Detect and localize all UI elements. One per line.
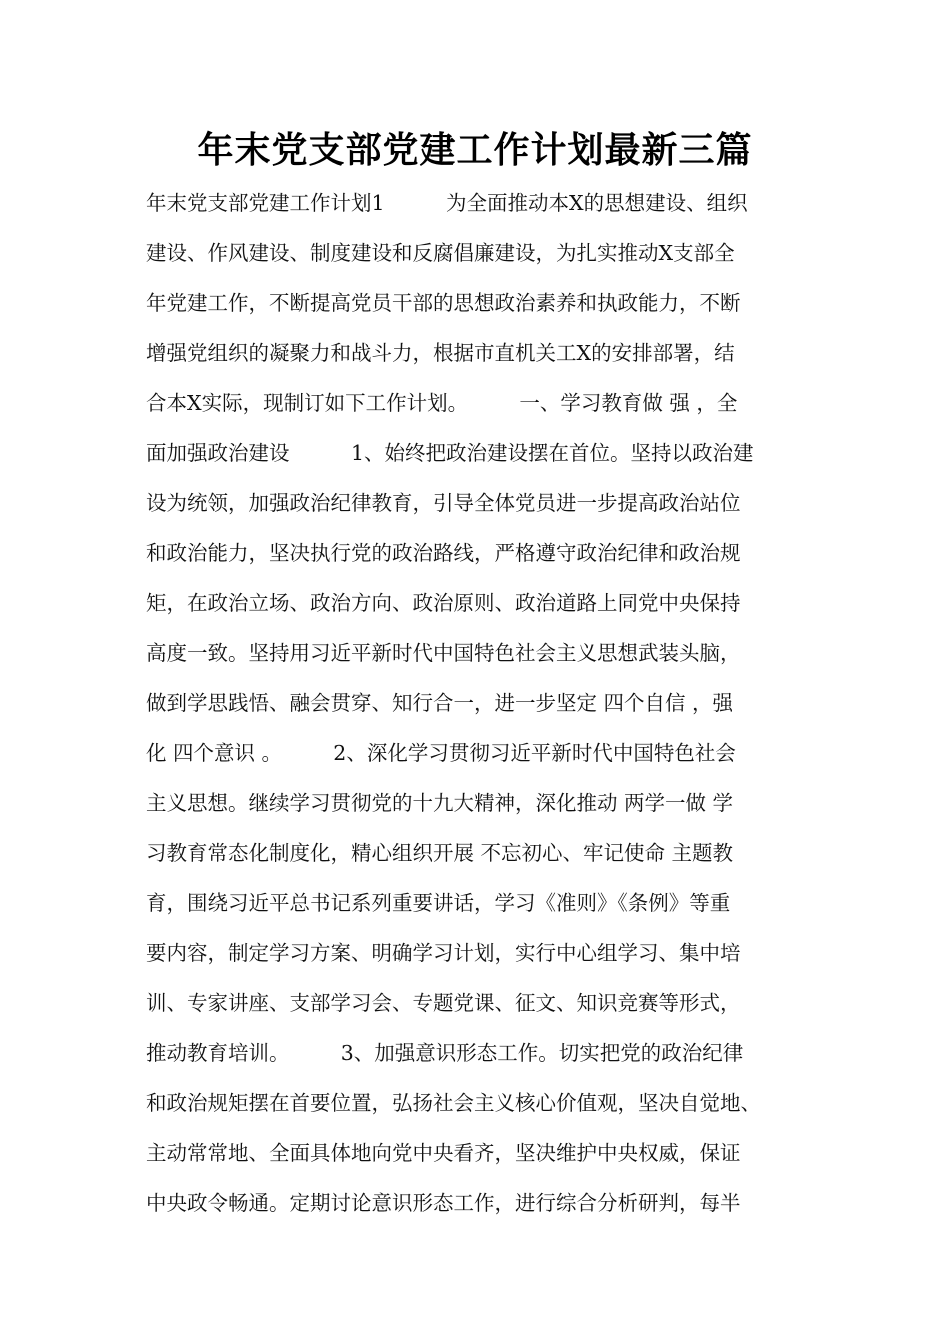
body-line: 矩，在政治立场、政治方向、政治原则、政治道路上同党中央保持 — [146, 591, 741, 615]
document-body — [146, 178, 826, 1228]
body-line: 和政治能力，坚决执行党的政治路线，严格遵守政治纪律和政治规 — [146, 541, 741, 565]
body-line: 中央政令畅通。定期讨论意识形态工作，进行综合分析研判，每半 — [146, 1191, 741, 1215]
body-line: 推动教育培训。 3、加强意识形态工作。切实把党的政治纪律 — [146, 1041, 744, 1065]
body-line: 化 四个意识 。 2、深化学习贯彻习近平新时代中国特色社会 — [146, 741, 736, 765]
body-line: 年党建工作，不断提高党员干部的思想政治素养和执政能力，不断 — [146, 291, 741, 315]
body-line: 习教育常态化制度化，精心组织开展 不忘初心、牢记使命 主题教 — [146, 841, 734, 865]
body-line: 和政治规矩摆在首要位置，弘扬社会主义核心价值观，坚决自觉地、 — [146, 1091, 761, 1115]
body-line: 建设、作风建设、制度建设和反腐倡廉建设，为扎实推动X支部全 — [146, 241, 735, 265]
document-title: 年末党支部党建工作计划最新三篇 — [197, 130, 753, 171]
body-line: 要内容，制定学习方案、明确学习计划，实行中心组学习、集中培 — [146, 941, 741, 965]
body-line: 高度一致。坚持用习近平新时代中国特色社会主义思想武装头脑， — [146, 641, 741, 665]
body-line: 育，围绕习近平总书记系列重要讲话，学习《准则》《条例》等重 — [146, 891, 731, 915]
body-line: 面加强政治建设 1、始终把政治建设摆在首位。坚持以政治建 — [146, 441, 754, 465]
body-line: 做到学思践悟、融会贯穿、知行合一，进一步坚定 四个自信 ，强 — [146, 691, 734, 715]
body-line: 年末党支部党建工作计划1 为全面推动本X的思想建设、组织 — [146, 191, 748, 215]
body-line: 合本X实际，现制订如下工作计划。 一、学习教育做 强 ，全 — [146, 391, 738, 415]
body-line: 增强党组织的凝聚力和战斗力，根据市直机关工X的安排部署，结 — [146, 341, 735, 365]
body-line: 训、专家讲座、支部学习会、专题党课、征文、知识竞赛等形式， — [146, 991, 741, 1015]
body-line: 主动常常地、全面具体地向党中央看齐，坚决维护中央权威，保证 — [146, 1141, 741, 1165]
body-line: 设为统领，加强政治纪律教育，引导全体党员进一步提高政治站位 — [146, 491, 741, 515]
body-line: 主义思想。继续学习贯彻党的十九大精神，深化推动 两学一做 学 — [146, 791, 734, 815]
